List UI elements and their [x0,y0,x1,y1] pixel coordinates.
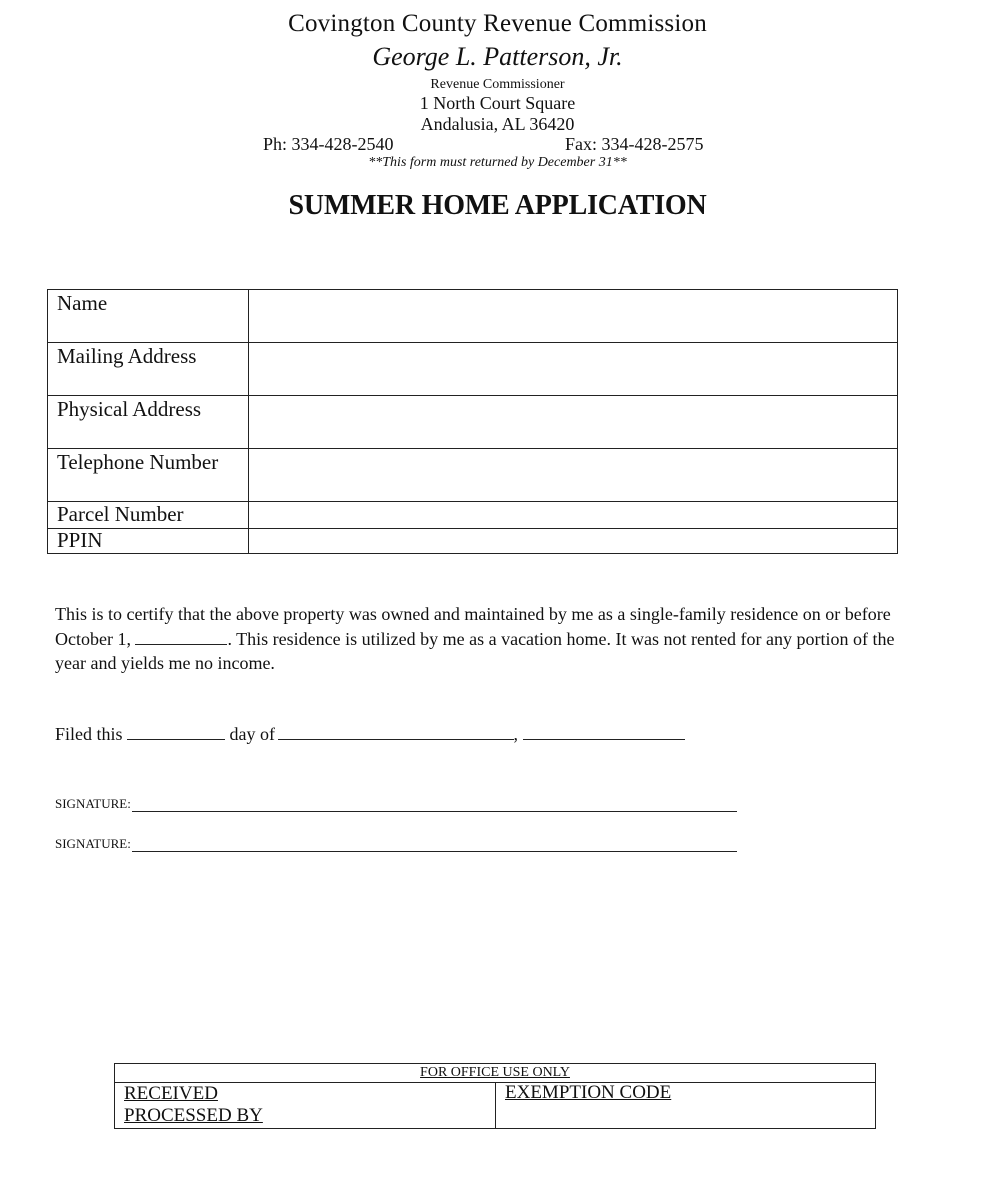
info-row-physical-address [48,396,897,449]
applicant-info-table [47,289,898,554]
filed-comma: , [513,724,518,744]
phone-number: Ph: 334-428-2540 [263,134,394,154]
office-received-processed-cell [115,1082,496,1128]
ppin-label: PPIN [57,528,103,552]
signature-line-2 [55,836,737,852]
certification-text-2: . This residence is utilized by me as a vacation home. It was not rented for any portion of the year and yields me no income. [55,628,895,673]
filed-day-blank[interactable] [127,724,225,740]
telephone-field[interactable] [248,449,897,501]
form-title: SUMMER HOME APPLICATION [288,190,707,221]
physical-address-label: Physical Address [57,397,202,421]
info-row-ppin [48,529,897,553]
commissioner-title: Revenue Commissioner [430,77,565,92]
certification-statement [55,602,915,676]
name-label: Name [57,291,108,315]
telephone-label: Telephone Number [57,450,219,474]
year-blank[interactable] [135,629,227,645]
mailing-address-label: Mailing Address [57,344,197,368]
processed-by-label: PROCESSED BY [124,1105,263,1126]
signature-field-1[interactable] [132,799,737,812]
parcel-number-label: Parcel Number [57,502,184,526]
commissioner-name: George L. Patterson, Jr. [372,42,623,71]
physical-address-field[interactable] [248,396,897,448]
address-line-2: Andalusia, AL 36420 [420,114,575,134]
office-exemption-code-cell [496,1082,875,1128]
filed-this-label: Filed this [55,724,123,744]
exemption-code-label: EXEMPTION CODE [505,1082,672,1103]
received-label: RECEIVED [124,1083,218,1104]
office-use-header: FOR OFFICE USE ONLY [115,1064,875,1083]
ppin-field[interactable] [248,529,897,553]
address-line-1: 1 North Court Square [419,93,576,113]
agency-name: Covington County Revenue Commission [288,10,707,37]
parcel-number-field[interactable] [248,502,897,528]
name-field[interactable] [248,290,897,342]
mailing-address-field[interactable] [248,343,897,395]
certification-text-1: This is to certify that the above property was owned and maintained by me as a single-family residence on or before October 1, [55,604,891,649]
filed-month-blank[interactable] [278,724,514,740]
signature-field-2[interactable] [132,839,737,852]
day-of-label: day of [229,724,275,744]
filed-year-blank[interactable] [523,724,685,740]
filed-date-line [55,724,685,745]
office-use-box [114,1063,876,1129]
signature-line-1 [55,796,737,812]
info-row-telephone [48,449,897,502]
signature-label-2: SIGNATURE: [55,836,131,851]
signature-label-1: SIGNATURE: [55,796,131,811]
info-row-parcel-number [48,502,897,529]
info-row-name [48,290,897,343]
info-row-mailing-address [48,343,897,396]
return-deadline-notice: **This form must returned by December 31** [368,155,627,170]
fax-number: Fax: 334-428-2575 [565,134,704,154]
